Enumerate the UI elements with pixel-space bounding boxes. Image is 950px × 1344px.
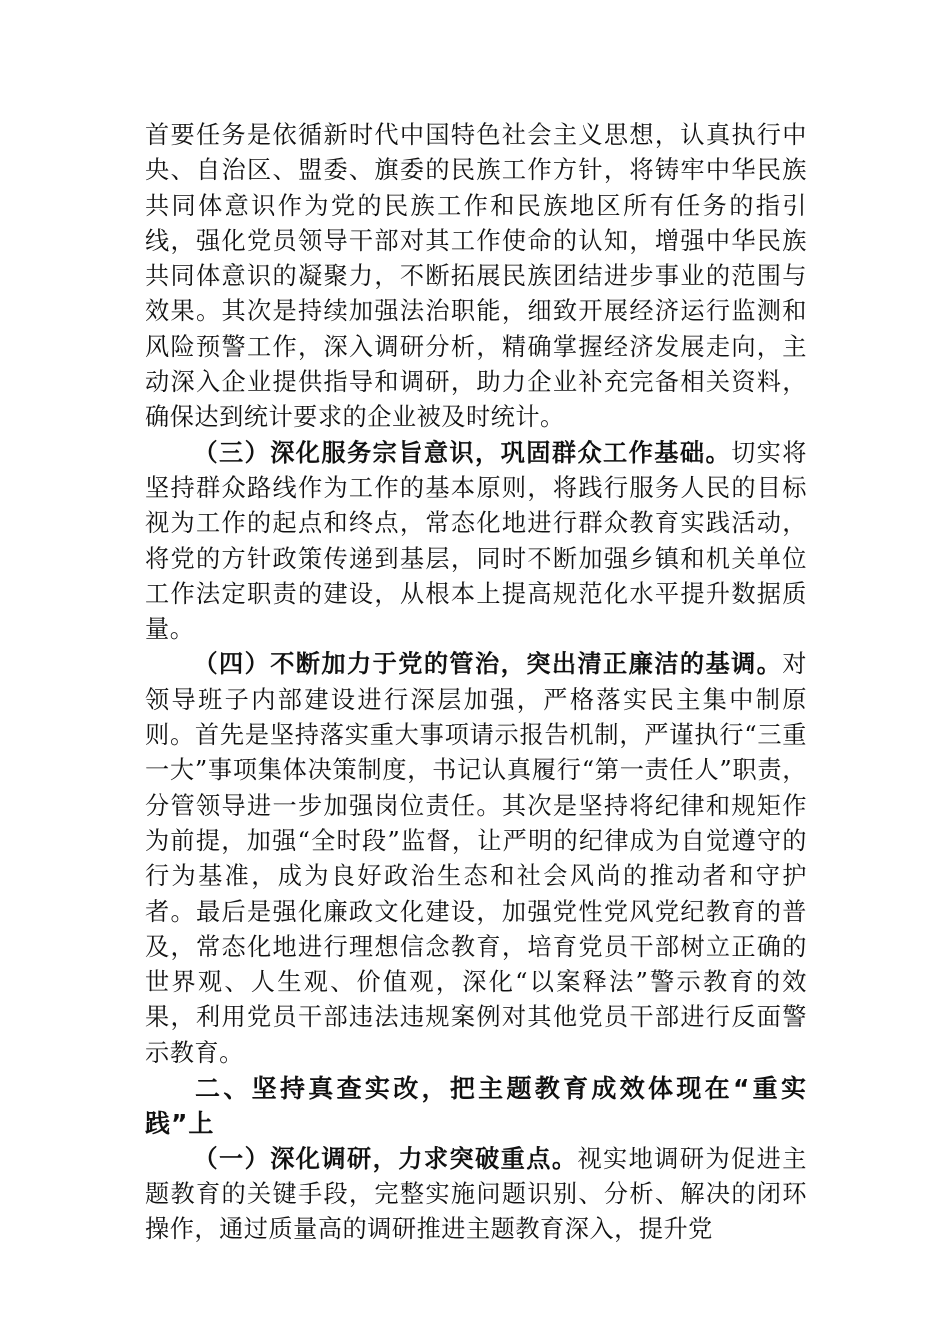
paragraph-text: 切实将坚持群众路线作为工作的基本原则，将践行服务人民的目标视为工作的起点和终点，常态化地进行群众教育实践活动，将党的方针政策传递到基层，同时不断加强乡镇和机关单位工作法定职责的建设，从根本上提高规范化水平提升数据质量。: [145, 438, 807, 644]
body-paragraph: [145, 436, 807, 648]
paragraph-text: 对领导班子内部建设进行深层加强，严格落实民主集中制原则。首先是坚持落实重大事项请示报告机制，严谨执行“三重一大”事项集体决策制度，书记认真履行“第一责任人”职责，分管领导进一步加强岗位责任。其次是坚持将纪律和规矩作为前提，加强“全时段”监督，让严明的纪律成为自觉遵守的行为基准，成为良好政治生态和社会风尚的推动者和守护者。最后是强化廉政文化建设，加强党性党风党纪教育的普及，常态化地进行理想信念教育，培育党员干部树立正确的世界观、人生观、价值观，深化“以案释法”警示教育的效果，利用党员干部违法违规案例对其他党员干部进行反面警示教育。: [145, 650, 807, 1067]
body-paragraph: [145, 647, 807, 1071]
document-page: [145, 118, 807, 1248]
paragraph-text: 首要任务是依循新时代中国特色社会主义思想，认真执行中央、自治区、盟委、旗委的民族工作方针，将铸牢中华民族共同体意识作为党的民族工作和民族地区所有任务的指引线，强化党员领导干部对其工作使命的认知，增强中华民族共同体意识的凝聚力，不断拓展民族团结进步事业的范围与效果。其次是持续加强法治职能，细致开展经济运行监测和风险预警工作，深入调研分析，精确掌握经济发展走向，主动深入企业提供指导和调研，助力企业补充完备相关资料，确保达到统计要求的企业被及时统计。: [145, 121, 807, 432]
body-paragraph: [145, 118, 807, 436]
paragraph-lead-heading: （一）深化调研，力求突破重点。: [193, 1144, 578, 1173]
paragraph-lead-heading: （四）不断加力于党的管治，突出清正廉洁的基调。: [193, 650, 783, 679]
paragraph-lead-heading: （三）深化服务宗旨意识，巩固群众工作基础。: [193, 438, 732, 467]
section-heading: 二、坚持真查实改，把主题教育成效体现在“重实践”上: [145, 1074, 807, 1139]
paragraph-text: 视实地调研为促进主题教育的关键手段，完整实施问题识别、分析、解决的闭环操作，通过质量高的调研推进主题教育深入，提升党: [145, 1144, 807, 1244]
body-paragraph: [145, 1142, 807, 1248]
